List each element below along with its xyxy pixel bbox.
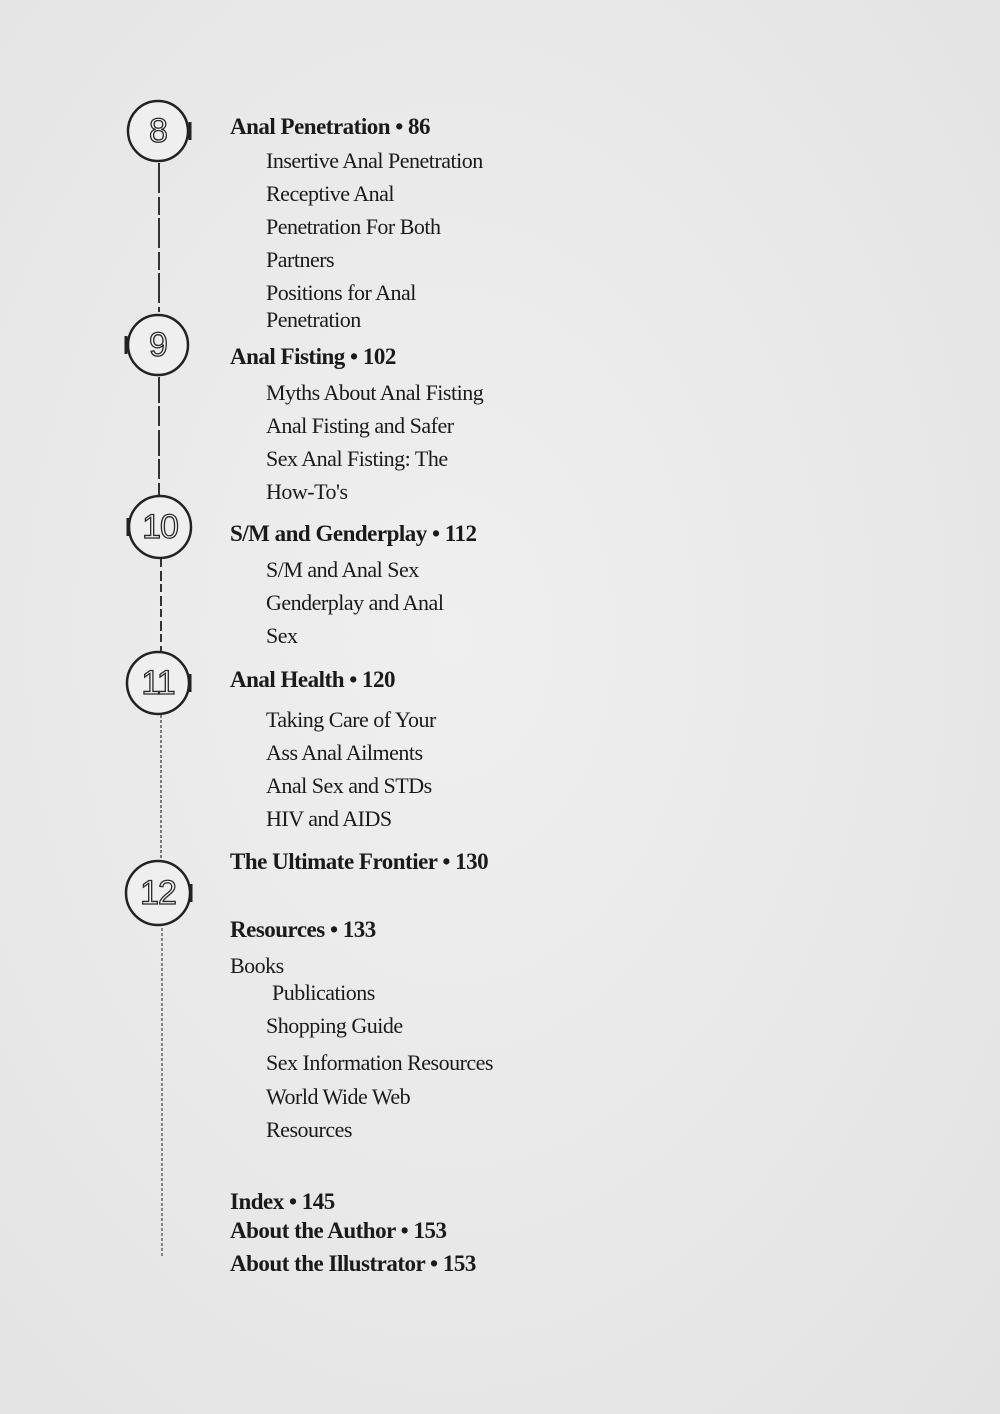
timeline-graphic <box>0 0 220 1414</box>
about-author-entry: About the Author • 153 <box>230 1218 447 1243</box>
about-illustrator-entry: About the Illustrator • 153 <box>230 1251 476 1276</box>
chapter-marker-12 <box>126 861 191 925</box>
section-entry: Penetration <box>266 307 361 332</box>
section-entry: Taking Care of Your <box>266 707 436 732</box>
chapter-title-sm-genderplay: S/M and Genderplay • 112 <box>230 521 477 546</box>
index-entry: Index • 145 <box>230 1189 335 1214</box>
chapter-number: 9 <box>149 326 167 364</box>
section-entry: Penetration For Both <box>266 214 441 239</box>
section-entry: Sex Anal Fisting: The <box>266 446 448 471</box>
chapter-marker-8 <box>128 101 190 161</box>
section-entry: Genderplay and Anal <box>266 590 444 615</box>
resources-title: Resources • 133 <box>230 917 376 942</box>
chapter-number: 8 <box>149 112 167 150</box>
section-entry: Insertive Anal Penetration <box>266 148 483 173</box>
chapter-timeline <box>0 0 220 1414</box>
section-entry: Publications <box>272 980 375 1005</box>
section-entry: Anal Sex and STDs <box>266 773 432 798</box>
section-entry: Anal Fisting and Safer <box>266 413 454 438</box>
books-entry: Books <box>230 953 284 978</box>
section-entry: Sex <box>266 623 298 648</box>
section-entry: Sex Information Resources <box>266 1050 493 1075</box>
chapter-title-ultimate-frontier: The Ultimate Frontier • 130 <box>230 849 489 874</box>
section-entry: How-To's <box>266 479 348 504</box>
chapter-marker-11 <box>127 652 190 714</box>
section-entry: Ass Anal Ailments <box>266 740 423 765</box>
section-entry: Positions for Anal <box>266 280 416 305</box>
chapter-number: 11 <box>141 664 175 702</box>
chapter-title-anal-health: Anal Health • 120 <box>230 667 396 692</box>
chapter-marker-9 <box>126 315 188 375</box>
section-entry: Resources <box>266 1117 352 1142</box>
section-entry: HIV and AIDS <box>266 806 392 831</box>
chapter-title-anal-fisting: Anal Fisting • 102 <box>230 344 396 369</box>
section-entry: Receptive Anal <box>266 181 395 206</box>
chapter-number: 12 <box>140 874 176 912</box>
section-entry: Shopping Guide <box>266 1013 403 1038</box>
chapter-title-anal-penetration: Anal Penetration • 86 <box>230 114 431 139</box>
chapter-marker-10 <box>128 496 191 558</box>
section-entry: World Wide Web <box>266 1084 411 1109</box>
chapter-number: 10 <box>142 508 178 546</box>
section-entry: Partners <box>266 247 335 272</box>
section-entry: S/M and Anal Sex <box>266 557 419 582</box>
section-entry: Myths About Anal Fisting <box>266 380 484 405</box>
